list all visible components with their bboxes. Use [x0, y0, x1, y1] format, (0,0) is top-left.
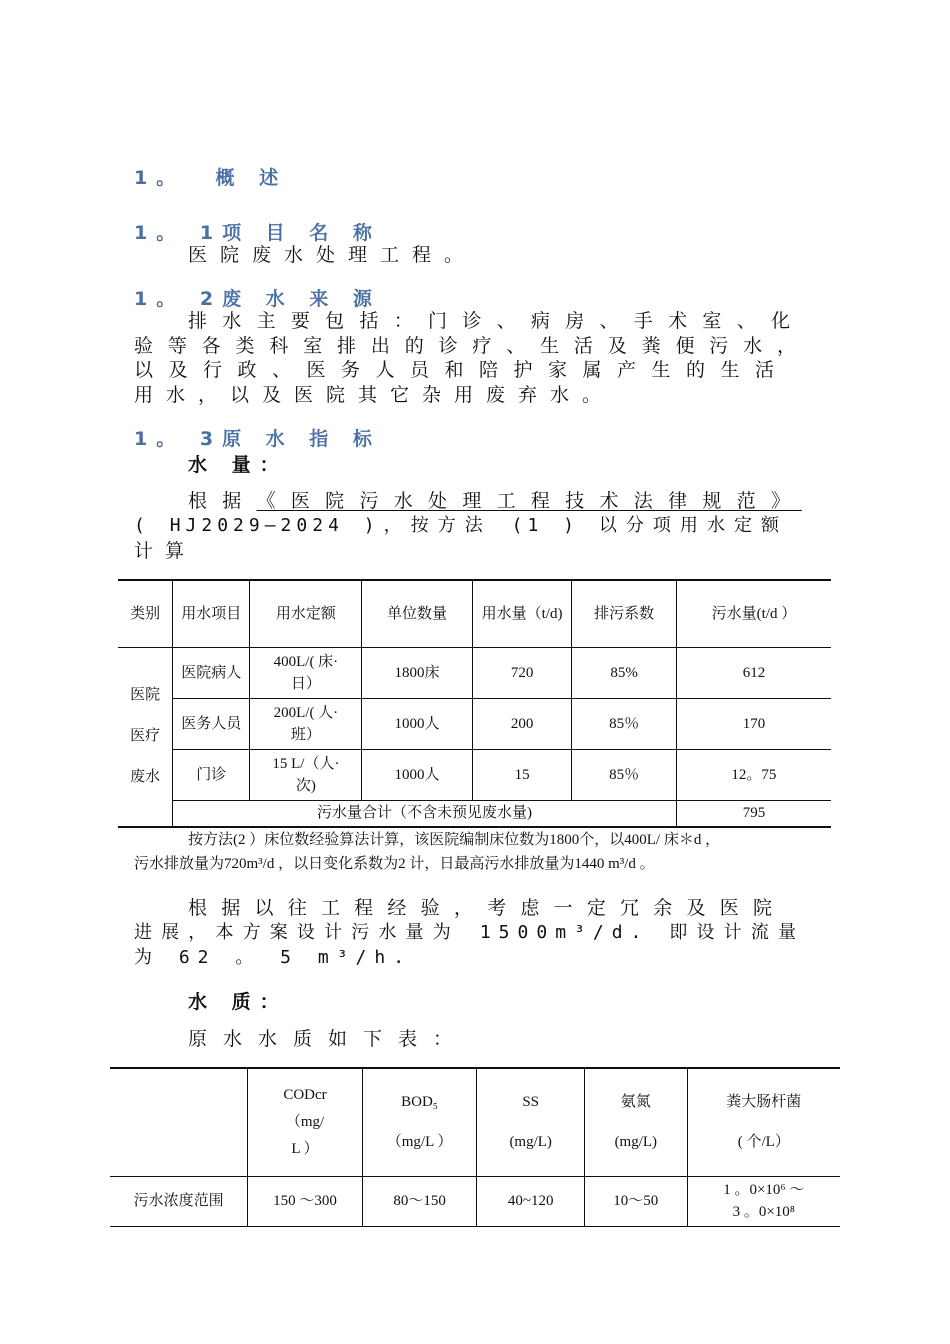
- table-cell: 门诊: [173, 749, 250, 800]
- header-cell: CODcr （mg/ L ）: [248, 1068, 363, 1176]
- table-row: [118, 749, 831, 800]
- header-cell: 污水量(t/d ）: [676, 580, 831, 647]
- standard-title: 《医院污水处理工程技术法律规范》: [256, 490, 802, 512]
- table-cell: 1 。0×10⁶ ～ 3 。0×10⁸: [687, 1176, 840, 1226]
- table-cell: 12。75: [676, 749, 831, 800]
- design-line-3: 为 62 。 5 m³/h.: [134, 947, 413, 968]
- method2-line-2: 污水排放量为720m³/d ，以日变化系数为2 计，日最高污水排放量为1440 m³/d 。: [134, 856, 655, 872]
- section-1-1-heading: 1。 1项 目 名 称: [134, 222, 381, 244]
- table-row: [118, 647, 831, 698]
- total-value: 795: [676, 800, 831, 827]
- table-cell: 85％: [572, 749, 676, 800]
- table-cell: 80～150: [362, 1176, 477, 1226]
- table-cell: 85%: [572, 647, 676, 698]
- table-cell: 医务人员: [173, 698, 250, 749]
- basis-line-2: ( HJ2029—2024 )，按方法 (1 ) 以分项用水定额: [134, 515, 784, 536]
- header-cell: 排污系数: [572, 580, 676, 647]
- table-header-row: [110, 1068, 840, 1176]
- table-cell: 170: [676, 698, 831, 749]
- project-name-text: 医院废水处理工程。: [188, 244, 477, 266]
- header-cell: 用水量（t/d): [472, 580, 572, 647]
- table-row: [118, 698, 831, 749]
- table-cell: 85％: [572, 698, 676, 749]
- water-usage-table: [118, 579, 831, 828]
- quality-intro: 原水水质如下表：: [188, 1028, 469, 1050]
- source-line-1: 排水主要包括：门诊、病房、手术室、化: [188, 310, 802, 332]
- method2-line-1: 按方法(2 ）床位数经验算法计算，该医院编制床位数为1800个，以400L/ 床＊d ，: [188, 832, 721, 848]
- table-row: [110, 1176, 840, 1226]
- header-cell: 单位数量: [362, 580, 472, 647]
- table-cell: 720: [472, 647, 572, 698]
- table-cell: 1000人: [362, 698, 472, 749]
- section-1-heading: 1。 概 述: [134, 167, 288, 189]
- header-cell: SS (mg/L): [477, 1068, 585, 1176]
- source-line-4: 用水，以及医院其它杂用废弃水。: [134, 384, 615, 406]
- source-line-2: 验等各类科室排出的诊疗、生活及粪便污水，: [134, 335, 808, 357]
- table-cell: 40~120: [477, 1176, 585, 1226]
- header-cell: 用水项目: [173, 580, 250, 647]
- header-cell: 用水定额: [250, 580, 362, 647]
- table-cell: 200L/( 人·班）: [250, 698, 362, 749]
- design-line-2: 进展，本方案设计污水量为 1500m³/d. 即设计流量: [134, 922, 804, 943]
- section-1-3-heading: 1。 3原 水 指 标: [134, 428, 381, 450]
- total-label: 污水量合计（不含未预见废水量): [173, 800, 677, 827]
- section-1-2-heading: 1。 2废 水 来 源: [134, 288, 381, 310]
- table-cell: 400L/( 床·日）: [250, 647, 362, 698]
- table-cell: 1800床: [362, 647, 472, 698]
- table-cell: 150 ～300: [248, 1176, 363, 1226]
- table-cell: 200: [472, 698, 572, 749]
- design-line-1: 根据以往工程经验，考虑一定冗余及医院: [188, 897, 784, 919]
- total-row: [118, 800, 831, 827]
- category-cell: 医院 医疗 废水: [118, 647, 173, 827]
- source-line-3: 以及行政、医务人员和陪护家属产生的生活: [134, 359, 786, 381]
- water-quantity-label: 水 量：: [188, 454, 288, 476]
- basis-line-3: 计算: [134, 540, 197, 562]
- table-header-row: [118, 580, 831, 647]
- table-cell: 15: [472, 749, 572, 800]
- table-cell: 1000人: [362, 749, 472, 800]
- water-quality-table: [110, 1067, 840, 1227]
- header-cell: [110, 1068, 248, 1176]
- table-cell: 医院病人: [173, 647, 250, 698]
- header-cell: 类别: [118, 580, 173, 647]
- header-cell: 粪大肠杆菌 ( 个/L）: [687, 1068, 840, 1176]
- header-cell: 氨氮 (mg/L): [585, 1068, 688, 1176]
- table-cell: 10～50: [585, 1176, 688, 1226]
- basis-line-1: 根据《医院污水处理工程技术法律规范》: [188, 490, 802, 512]
- table-cell: 612: [676, 647, 831, 698]
- water-quality-label: 水 质：: [188, 991, 288, 1013]
- table-cell: 15 L/（人· 次): [250, 749, 362, 800]
- row-label: 污水浓度范围: [110, 1176, 248, 1226]
- header-cell: BOD₅ （mg/L ）: [362, 1068, 477, 1176]
